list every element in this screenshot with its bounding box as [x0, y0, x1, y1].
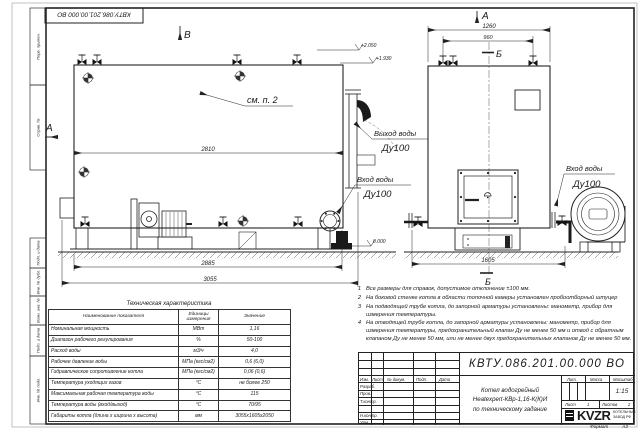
- margin-label: Перв. примен.: [35, 33, 41, 60]
- title-block: [358, 352, 634, 424]
- view-a-letter-top: А: [482, 11, 489, 22]
- dim-front-inner: 960: [483, 35, 493, 41]
- spec-cell: 0,6 (6,0): [219, 357, 291, 368]
- spec-row: [49, 411, 291, 422]
- tb-line: [359, 360, 459, 361]
- company-name: KVZR: [577, 407, 611, 423]
- rear-stub: [60, 198, 74, 218]
- front-base: [455, 228, 520, 250]
- tb-line: [359, 419, 459, 420]
- spec-table-title: Техническая характеристика: [126, 301, 212, 307]
- spec-cell: Номинальная мощность: [49, 325, 179, 336]
- tb-row-label: Н.контр.: [360, 413, 378, 418]
- valve-icon: [294, 217, 303, 227]
- inlet-label-side: Вход воды: [357, 175, 394, 184]
- burner-unit: [131, 199, 192, 249]
- tb-col-header: Изм.: [360, 376, 369, 382]
- notes-block: [353, 286, 634, 345]
- center-mark-icon: [78, 166, 90, 178]
- blower-fan: [571, 187, 625, 252]
- margin-labels: [36, 33, 41, 402]
- support-leg: [76, 228, 88, 249]
- tb-sheet-label: Лист: [565, 401, 576, 407]
- valve-icon: [93, 55, 102, 65]
- spec-cell: 3055х1605х2050: [219, 411, 291, 422]
- doc-number-rotated: КВТУ.086.201.00.000 ВО: [57, 10, 131, 18]
- water-inlet-flange: [320, 211, 352, 249]
- spec-cell: не более 250: [219, 378, 291, 389]
- dim-side-total: 3055: [203, 277, 217, 283]
- tb-line: [569, 382, 570, 400]
- margin-label: Инв. № дубл.: [35, 269, 41, 295]
- center-mark-icon: [237, 215, 249, 227]
- spec-cell: Гидравлическое сопротивление котла: [49, 368, 179, 379]
- spec-cell: %: [179, 335, 219, 346]
- inlet-dn-side: Ду100: [364, 189, 392, 200]
- valve-icon: [293, 55, 302, 65]
- note-number: 2: [357, 294, 361, 301]
- center-mark-icon: [234, 70, 246, 82]
- note-number: 1: [357, 286, 361, 292]
- doc-number-top-box: [45, 8, 143, 23]
- dim-front-base: 1605: [481, 258, 495, 264]
- product-line: Котел водогрейный: [481, 387, 539, 395]
- valve-icon: [449, 56, 458, 66]
- spec-header: Единицы измерения: [179, 310, 219, 325]
- spec-cell: 4,0: [219, 346, 291, 357]
- tb-row-label: Пров.: [360, 391, 372, 396]
- spec-row: [49, 389, 291, 400]
- spec-cell: Рабочее давление воды: [49, 357, 179, 368]
- elevation-top: +2.050: [361, 43, 377, 49]
- product-name: [459, 375, 561, 425]
- tb-sheet-value: 1: [587, 401, 590, 407]
- company-subtitle: [613, 410, 636, 419]
- company-sub-line: КОТЕЛЬНЫЙ: [613, 410, 636, 414]
- company-logo: [561, 407, 635, 424]
- tb-line: [577, 382, 578, 400]
- center-mark-icon: [82, 72, 94, 84]
- format-note: [590, 424, 642, 429]
- margin-label: Инв. № подл.: [35, 377, 41, 403]
- furnace-door: [458, 170, 518, 224]
- section-b-bottom: Б: [485, 277, 491, 287]
- tb-scale-label: Масштаб: [613, 376, 633, 382]
- see-note-label: см. п. 2: [247, 95, 278, 105]
- section-b-top: Б: [496, 49, 502, 59]
- valve-icon: [219, 217, 228, 227]
- spec-cell: °С: [179, 400, 219, 411]
- spec-cell: МВт: [179, 325, 219, 336]
- spec-row: [49, 368, 291, 379]
- dim-front-total: 1260: [482, 24, 496, 30]
- note-text: На подводящей трубе котла, до запорной арматуры установлены: манометр, прибор для измерения температуры.: [366, 303, 613, 318]
- margin-label: Подп. и дата: [35, 327, 41, 354]
- spec-cell: Температура воды (вход/выход): [49, 400, 179, 411]
- scale-value: 1:15: [615, 387, 629, 395]
- left-pipe-valve: [404, 213, 428, 228]
- note-text: На боковой стенке котла в области топочной камеры установлен пробоотборный штуцер: [366, 294, 618, 301]
- format-value: А3: [622, 424, 628, 429]
- margin-column: [30, 8, 46, 424]
- spec-row: [49, 400, 291, 411]
- spec-header: Значение: [219, 310, 291, 325]
- doc-number: КВТУ.086.201.00.000 ВО: [468, 358, 626, 370]
- spec-cell: °С: [179, 378, 219, 389]
- note-text: Все размеры для справок, допустимое отклонение ±100 мм.: [366, 286, 530, 292]
- note-number: 4: [357, 320, 361, 327]
- door-latch: [484, 193, 491, 196]
- boiler-front-view: [404, 42, 625, 274]
- tb-col-header: Лист: [372, 376, 383, 382]
- note-item: [353, 304, 634, 320]
- tb-col-header: № докум.: [387, 376, 406, 382]
- boiler-side-view: [58, 55, 398, 258]
- spec-cell: Расход воды: [49, 346, 179, 357]
- spec-cell: Габариты котла (длина х ширина х высота): [49, 411, 179, 422]
- view-a-letter-side: А: [46, 123, 53, 134]
- spec-cell: м3/ч: [179, 346, 219, 357]
- tb-sheets-label: Листов: [602, 401, 618, 407]
- spec-row: [49, 335, 291, 346]
- tb-col-header: Подп.: [416, 376, 428, 382]
- spec-cell: 50-100: [219, 335, 291, 346]
- format-label: Формат: [590, 424, 609, 429]
- tb-row-label: Т.контр.: [360, 398, 377, 404]
- spec-header: Наименование показателя: [49, 310, 179, 325]
- spec-table-block: [48, 301, 290, 422]
- dim-side-base: 2885: [201, 261, 215, 267]
- tb-line: [359, 368, 459, 369]
- valve-icon: [233, 55, 242, 65]
- spec-row: [49, 357, 291, 368]
- spec-cell: Температура уходящих газов: [49, 378, 179, 389]
- note-item: [353, 295, 634, 303]
- spec-cell: мм: [179, 411, 219, 422]
- tb-col-header: Дата: [439, 376, 451, 382]
- note-item: [353, 320, 634, 344]
- inspection-hatch: [515, 90, 540, 110]
- spec-cell: МПа (кгс/см2): [179, 368, 219, 379]
- spec-header-row: [49, 310, 291, 325]
- ground-hatch: [58, 252, 396, 258]
- spec-table: [48, 309, 291, 422]
- spec-cell: МПа (кгс/см2): [179, 357, 219, 368]
- valve-icon: [81, 217, 90, 227]
- outlet-dn-label: Ду100: [382, 143, 410, 154]
- right-pipe-valve: [552, 212, 570, 243]
- spec-row: [49, 346, 291, 357]
- elevation-zero: 0.000: [373, 239, 386, 245]
- tb-sheets-value: 2: [628, 401, 631, 407]
- spec-row: [49, 378, 291, 389]
- note-number: 3: [357, 303, 361, 310]
- margin-label: Справ. №: [35, 118, 41, 137]
- inlet-label-front: Вход воды: [566, 164, 603, 173]
- margin-label: Взам. инв. №: [35, 298, 41, 323]
- outlet-label: Выход воды: [374, 129, 417, 138]
- spec-cell: 115: [219, 389, 291, 400]
- view-letters: [45, 11, 502, 287]
- tb-row-label: Разраб.: [360, 383, 376, 389]
- tb-line: [359, 405, 459, 406]
- kvzr-logo-icon: [565, 410, 574, 421]
- margin-label: Подп. и дата: [35, 240, 41, 266]
- view-marks: [45, 11, 494, 273]
- product-line: Heatexpert-КВр-1,16-К(К)И: [472, 396, 548, 404]
- dim-side-inner: 2810: [201, 147, 215, 153]
- valve-icon: [78, 55, 87, 65]
- elevation-outlet: +1.930: [376, 56, 392, 62]
- note-text: На отводящей трубе котла, до запорной арматуры установлены: манометр, прибор для измерения температуры, предохранительный клапан Ду не менее 50 мм и отвод с обратным клапаном Ду не менее 50 мм, или не менее двух предохранительных клапанов Ду не менее 50 мм.: [366, 320, 632, 343]
- tb-line: [359, 390, 459, 391]
- tb-row-label: Утв.: [360, 419, 370, 425]
- product-line: по техническому задание: [472, 405, 548, 413]
- spec-cell: 0,06 (0,6): [219, 368, 291, 379]
- company-sub-line: ЗАВОД РФ: [613, 414, 632, 419]
- tb-line: [585, 375, 586, 400]
- inlet-dn-front: Ду100: [573, 179, 601, 190]
- ground-hatch: [404, 252, 618, 258]
- view-b-letter: В: [184, 30, 191, 41]
- spec-cell: Максимальная рабочая температура воды: [49, 389, 179, 400]
- tb-mass-label: Масса: [590, 376, 603, 382]
- note-item: [353, 286, 634, 294]
- spec-row: [49, 325, 291, 336]
- tb-lit-label: Лит.: [567, 376, 577, 382]
- spec-cell: 1,16: [219, 325, 291, 336]
- drain-box: [239, 232, 256, 249]
- spec-cell: 70/95: [219, 400, 291, 411]
- spec-cell: °С: [179, 389, 219, 400]
- spec-cell: Диапазон рабочего регулирования: [49, 335, 179, 346]
